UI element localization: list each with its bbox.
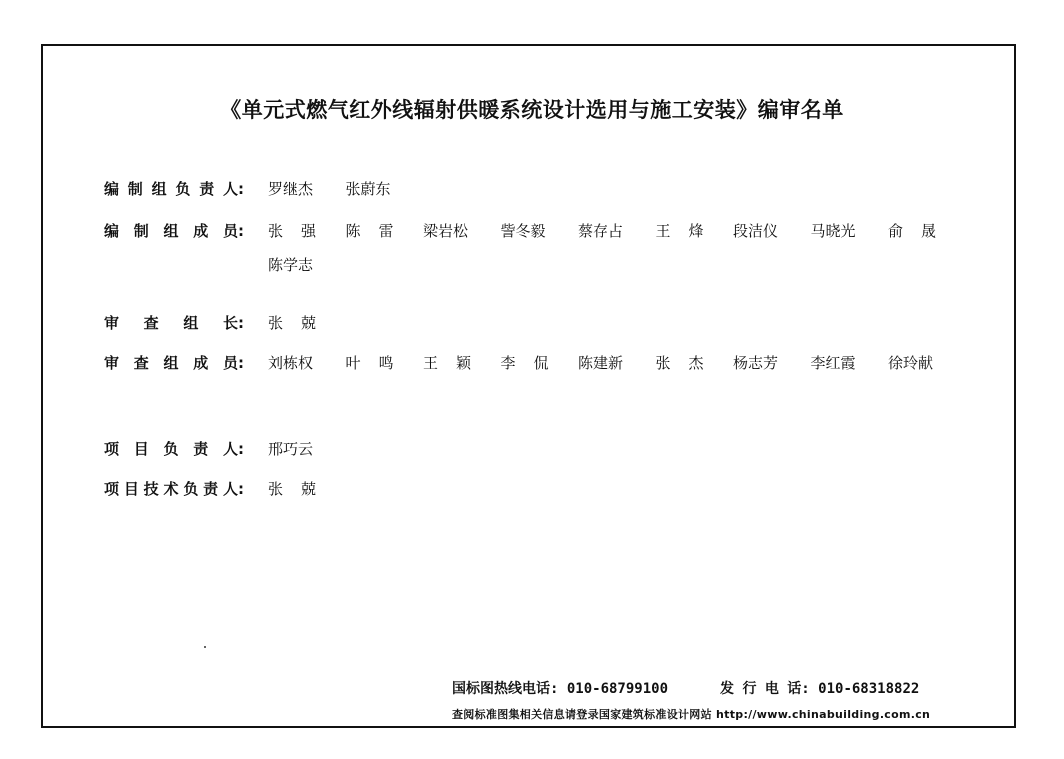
group-label: 审 查 组 成 员: — [104, 354, 244, 372]
person-name: 张 兢 — [268, 480, 316, 498]
person-name: 马晓光 — [810, 222, 856, 240]
person-name: 俞 晟 — [888, 222, 936, 240]
person-name: 李红霞 — [810, 354, 856, 372]
group-label: 项 目 负 责 人: — [104, 440, 244, 458]
footer-website: 查阅标准图集相关信息请登录国家建筑标准设计网站 http://www.chinabuilding.com.cn — [452, 708, 931, 721]
person-name: 罗继杰 — [268, 180, 314, 198]
person-name: 陈 雷 — [345, 222, 394, 240]
person-name: 王 烽 — [655, 222, 704, 240]
person-name: 訾冬毅 — [500, 222, 546, 240]
distribution-phone-text: 发 行 电 话: 010-68318822 — [720, 681, 920, 697]
person-name: 张 杰 — [655, 354, 704, 372]
hotline-text: 国标图热线电话: 010-68799100 — [452, 681, 669, 697]
person-name: 张 强 — [268, 222, 316, 240]
group-label: 编 制 组 成 员: — [104, 222, 244, 240]
footer-phones — [452, 678, 919, 698]
page-border — [41, 44, 1016, 728]
person-name: 徐玲献 — [888, 354, 934, 372]
person-name: 张 兢 — [268, 314, 316, 332]
person-name: 王 颖 — [423, 354, 471, 372]
person-name: 刘栋权 — [268, 354, 314, 372]
scan-speck — [204, 646, 206, 648]
person-name: 张蔚东 — [345, 180, 391, 198]
person-name: 邢巧云 — [268, 440, 314, 458]
person-name: 杨志芳 — [733, 354, 779, 372]
group-label: 编 制 组 负 责 人: — [104, 180, 244, 198]
group-label: 审 查 组 长: — [104, 314, 244, 332]
person-name: 蔡存占 — [578, 222, 624, 240]
page-title: 《单元式燃气红外线辐射供暖系统设计选用与施工安装》编审名单 — [220, 98, 844, 122]
person-name: 段洁仪 — [733, 222, 779, 240]
person-name: 陈学志 — [268, 256, 314, 274]
group-label: 项 目 技 术 负 责 人: — [104, 480, 244, 498]
person-name: 叶 鸣 — [345, 354, 394, 372]
person-name: 李 侃 — [500, 354, 549, 372]
person-name: 陈建新 — [578, 354, 624, 372]
person-name: 梁岩松 — [423, 222, 469, 240]
